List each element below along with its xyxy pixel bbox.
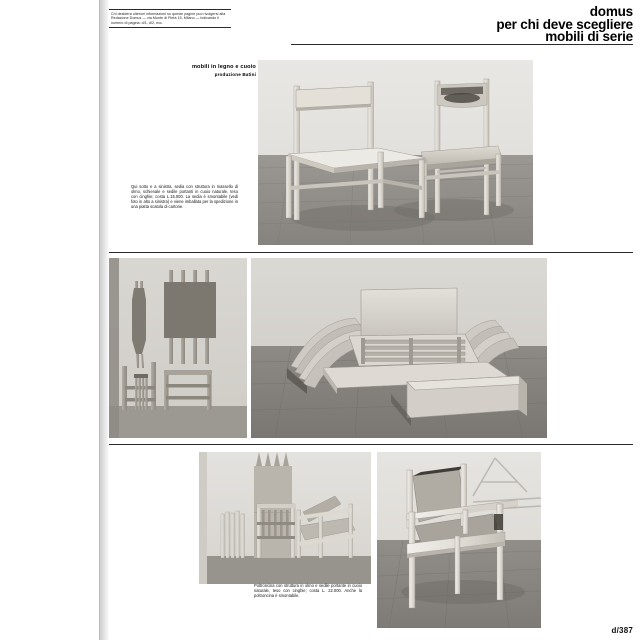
- section-top-label: [152, 64, 256, 78]
- photo-flat-pack-box-image: [251, 258, 547, 438]
- photo-two-chairs: [258, 60, 533, 245]
- masthead: [496, 6, 633, 44]
- section-bottom-caption: [254, 583, 362, 598]
- section-rule-1: [109, 252, 633, 253]
- page-folio: d/387: [611, 626, 633, 635]
- photo-flat-pack-box: [251, 258, 547, 438]
- section-top-label-line2: produzione Batini: [214, 72, 256, 78]
- masthead-title: domus: [589, 4, 633, 19]
- photo-armchair-main-image: [377, 452, 541, 628]
- editorial-info-text: Chi desidera ulteriori informazioni su queste pagine può rivolgersi alla Redazione Domus — via Monte di Pietà 15, Milano — indicando il numero di pagina: d/1, d/2, ecc.: [111, 12, 226, 25]
- photo-armchair-disassembled: [199, 452, 371, 584]
- photo-two-chairs-image: [258, 60, 533, 245]
- section-top-caption-text: Qui sotto e a sinistra, sedia con struttura in massello di olmo, schienale e sedile portanti in cuoio naturale, teso con cinghie; costa L.15.000. La sedia è smontabile (vedi foto in alto a sinistra) e viene imballata per la spedizione in una piatta scatola di cartone.: [131, 184, 238, 209]
- section-rule-2: [109, 444, 633, 445]
- photo-chair-components: [109, 258, 247, 438]
- page-header: [109, 6, 633, 48]
- photo-chair-components-image: [109, 258, 247, 438]
- section-top-caption: [131, 184, 238, 209]
- section-top-label-line1: mobili in legno e cuoio: [191, 64, 256, 70]
- masthead-subtitle-1: per chi deve scegliere: [496, 16, 633, 32]
- page-gutter-shadow: [100, 0, 109, 640]
- header-rule: [291, 44, 633, 45]
- photo-armchair-disassembled-image: [199, 452, 371, 584]
- editorial-info-box: [109, 9, 231, 28]
- photo-armchair-main: [377, 452, 541, 628]
- masthead-subtitle-2: mobili di serie: [545, 29, 633, 44]
- section-bottom-caption-text: Poltroncina con struttura in olmo e sedile portante in cuoio naturale, teso con cinghie; costa L. 22.000. Anche la poltroncina è smontabile.: [254, 583, 362, 598]
